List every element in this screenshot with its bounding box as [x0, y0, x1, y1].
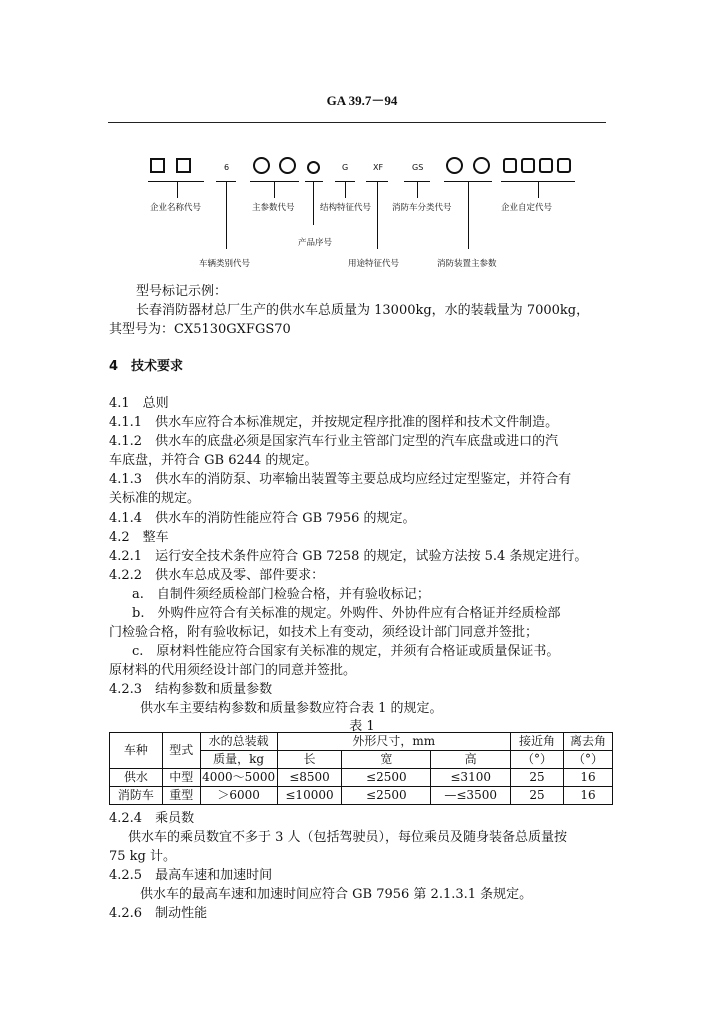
- paragraph-line: 4.2.1 运行安全技术条件应符合 GB 7258 的规定，试验方法按 5.4 条规定进行。: [109, 549, 588, 564]
- code-square: [503, 158, 517, 173]
- header-cell: 型式: [162, 733, 200, 769]
- paragraph-line: 供水车主要结构参数和质量参数应符合表 1 的规定。: [140, 701, 443, 716]
- code-square: [521, 158, 535, 173]
- paragraph-line: 关标准的规定。: [109, 491, 201, 506]
- paragraph-line: 供水车的乘员数宜不多于 3 人（包括驾驶员），每位乘员及随身装备总质量按: [128, 830, 568, 845]
- table-cell: 16: [564, 787, 613, 805]
- paragraph-line: 4.1.2 供水车的底盘必须是国家汽车行业主管部门定型的汽车底盘或进口的汽: [109, 434, 559, 449]
- code-circle: [446, 157, 463, 174]
- code-circle: [253, 157, 270, 174]
- table-header-row: [110, 733, 613, 751]
- header-cell: 外形尺寸，mm: [277, 733, 511, 751]
- code-circle-small: [307, 161, 320, 174]
- label-enterprise-name: 企业名称代号: [150, 203, 202, 213]
- paragraph-line: 4.1 总则: [109, 396, 169, 411]
- example-title: 型号标记示例：: [136, 284, 228, 299]
- label-fire-class: 消防车分类代号: [392, 203, 452, 213]
- label-product-seq: 产品序号: [298, 238, 333, 248]
- code-square: [176, 158, 191, 173]
- header-cell: 离去角: [564, 733, 613, 751]
- code-square: [557, 158, 571, 173]
- table-1: [109, 732, 613, 805]
- header-cell: 宽: [342, 751, 431, 769]
- header-cell: 长: [277, 751, 342, 769]
- table-caption: 表 1: [349, 719, 375, 734]
- table-cell: 16: [564, 769, 613, 787]
- paragraph-line: 4.2.6 制动性能: [109, 906, 208, 921]
- header-rule: [108, 122, 606, 123]
- code-char: GS: [412, 163, 424, 172]
- table-row: [110, 787, 613, 805]
- table-cell: 25: [511, 769, 564, 787]
- table-cell: ≤8500: [277, 769, 342, 787]
- table-cell: 25: [511, 787, 564, 805]
- label-usage: 用途特征代号: [348, 259, 400, 269]
- label-vehicle-class: 车辆类别代号: [199, 259, 251, 269]
- label-main-param: 主参数代号: [252, 203, 295, 213]
- code-char: 6: [224, 163, 230, 172]
- code-char: XF: [373, 163, 384, 172]
- paragraph-line: 4.1.1 供水车应符合本标准规定，并按规定程序批准的图样和技术文件制造。: [109, 415, 559, 430]
- header-cell: （°）: [564, 751, 613, 769]
- paragraph-line: c. 原材料性能应符合国家有关标准的规定，并须有合格证或质量保证书。: [132, 644, 560, 659]
- header-cell: 水的总装载: [200, 733, 277, 751]
- header-cell: 车种: [110, 733, 163, 769]
- standard-code-header: GA 39.7－94: [326, 93, 398, 108]
- paragraph-line: 门检验合格，附有验收标记，如技术上有变动，须经设计部门同意并签批；: [109, 625, 539, 640]
- example-line: 其型号为：CX5130GXFGS70: [109, 322, 291, 337]
- paragraph-line: 4.1.4 供水车的消防性能应符合 GB 7956 的规定。: [109, 511, 416, 526]
- code-square: [539, 158, 553, 173]
- header-cell: 高: [431, 751, 511, 769]
- table-cell: ＞6000: [200, 787, 277, 805]
- code-square: [150, 158, 165, 173]
- table-cell: 重型: [162, 787, 200, 805]
- paragraph-line: 4.2.5 最高车速和加速时间: [109, 868, 273, 883]
- paragraph-line: 4.2.3 结构参数和质量参数: [109, 682, 273, 697]
- table-cell: 中型: [162, 769, 200, 787]
- label-structure: 结构特征代号: [320, 203, 372, 213]
- label-equipment-param: 消防装置主参数: [437, 259, 497, 269]
- header-cell: 质量，kg: [200, 751, 277, 769]
- code-circle: [279, 157, 296, 174]
- paragraph-line: a. 自制件须经质检部门检验合格，并有验收标记；: [132, 587, 430, 602]
- table-row: [110, 769, 613, 787]
- code-circle: [473, 157, 490, 174]
- example-line: 长春消防器材总厂生产的供水车总质量为 13000kg，水的装载量为 7000kg，: [136, 303, 590, 318]
- table-cell: ≤3100: [431, 769, 511, 787]
- label-custom: 企业自定代号: [501, 203, 553, 213]
- header-cell: （°）: [511, 751, 564, 769]
- paragraph-line: b. 外购件应符合有关标准的规定。外购件、外协件应有合格证并经质检部: [132, 606, 561, 621]
- table-cell: ≤2500: [342, 769, 431, 787]
- table-cell: ≤10000: [277, 787, 342, 805]
- paragraph-line: 供水车的最高车速和加速时间应符合 GB 7956 第 2.1.3.1 条规定。: [140, 887, 533, 902]
- paragraph-line: 4.2 整车: [109, 530, 169, 545]
- table-cell: 4000～5000: [200, 769, 277, 787]
- header-cell: 接近角: [511, 733, 564, 751]
- paragraph-line: 75 kg 计。: [109, 849, 177, 864]
- paragraph-line: 4.2.2 供水车总成及零、部件要求：: [109, 568, 325, 583]
- paragraph-line: 4.2.4 乘员数: [109, 811, 195, 826]
- paragraph-line: 原材料的代用须经设计部门的同意并签批。: [109, 663, 357, 678]
- table-cell: 供水: [110, 769, 163, 787]
- table-cell: ≤2500: [342, 787, 431, 805]
- paragraph-line: 车底盘，并符合 GB 6244 的规定。: [109, 453, 318, 468]
- code-char: G: [342, 163, 349, 172]
- table-cell: —≤3500: [431, 787, 511, 805]
- table-cell: 消防车: [110, 787, 163, 805]
- paragraph-line: 4.1.3 供水车的消防泵、功率输出装置等主要总成均应经过定型鉴定，并符合有: [109, 472, 572, 487]
- section-heading: 4 技术要求: [109, 359, 184, 374]
